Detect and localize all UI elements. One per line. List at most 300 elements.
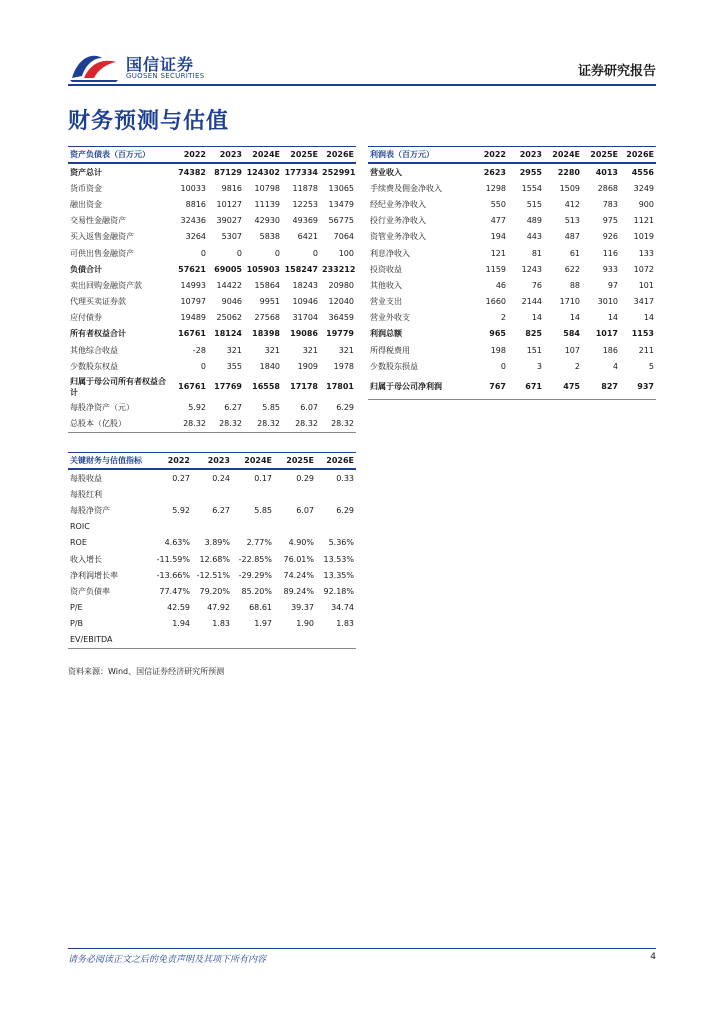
cell-value: 1.83 [212, 619, 230, 629]
cell-value: 1840 [259, 361, 280, 371]
cell-value: 2.77% [246, 538, 272, 548]
table-row [68, 583, 356, 599]
cell-value: 622 [564, 264, 580, 274]
report-type-label: 证券研究报告 [577, 64, 656, 79]
cell-value: 825 [525, 329, 542, 339]
cell-value: 68.61 [249, 603, 272, 613]
table-row [68, 469, 356, 486]
cell-value: 5.92 [172, 505, 190, 515]
cell-value: 76.01% [283, 554, 314, 564]
table-row [68, 229, 356, 245]
table-row [68, 486, 356, 502]
column-header: 2023 [208, 147, 244, 164]
cell-value: 1243 [521, 264, 542, 274]
table-row [68, 310, 356, 326]
cell-value [192, 519, 232, 535]
cell-value: 5 [648, 361, 654, 371]
cell-value: 584 [563, 329, 580, 339]
table-row [68, 502, 356, 518]
cell-value: 233212 [322, 264, 356, 274]
cell-value: 321 [226, 345, 242, 355]
cell-value [192, 486, 232, 502]
cell-value: 198 [490, 345, 506, 355]
cell-value: 2144 [521, 297, 542, 307]
cell-value: 6.27 [212, 505, 230, 515]
cell-value: 3417 [633, 297, 654, 307]
header-divider [68, 84, 656, 86]
key-indicators-table [68, 452, 356, 649]
column-header: 2022 [172, 147, 208, 164]
table-row [68, 245, 356, 261]
cell-value: 10127 [216, 199, 242, 209]
cell-value [192, 632, 232, 649]
cell-value: 133 [638, 248, 654, 258]
cell-value: 77.47% [159, 586, 190, 596]
cell-value: 1.94 [172, 619, 190, 629]
page-number: 4 [650, 952, 656, 962]
row-label: 归属于母公司所有者权益合计 [70, 376, 166, 397]
cell-value: 3264 [185, 232, 206, 242]
table-row [368, 229, 656, 245]
column-header: 2024E [244, 147, 282, 164]
cell-value: 10798 [254, 183, 280, 193]
cell-value: 321 [338, 345, 354, 355]
cell-value: -12.51% [196, 570, 230, 580]
cell-value: 965 [489, 329, 506, 339]
table-row [68, 342, 356, 358]
cell-value: 39027 [216, 216, 242, 226]
cell-value: -22.85% [238, 554, 272, 564]
cell-value: 3.89% [204, 538, 230, 548]
cell-value: 4.63% [164, 538, 190, 548]
cell-value: 550 [490, 199, 506, 209]
brand-name-en: GUOSEN SECURITIES [126, 72, 205, 80]
table-row [368, 310, 656, 326]
cell-value: 11139 [254, 199, 280, 209]
cell-value: 46 [495, 280, 506, 290]
row-label: 营业外收支 [370, 313, 410, 323]
table-row [368, 374, 656, 400]
table-title: 关键财务与估值指标 [68, 453, 152, 470]
row-label: P/B [70, 619, 84, 629]
column-header: 2026E [320, 147, 356, 164]
row-label: 投行业务净收入 [370, 216, 426, 226]
row-label: P/E [70, 603, 83, 613]
cell-value: 0 [200, 361, 206, 371]
cell-value: 0.27 [172, 473, 190, 483]
cell-value: 12.68% [199, 554, 230, 564]
cell-value: 1.83 [336, 619, 354, 629]
row-label: 少数股东权益 [70, 361, 118, 371]
cell-value: 76 [531, 280, 542, 290]
cell-value: 1298 [485, 183, 506, 193]
table-row [68, 277, 356, 293]
cell-value: 1121 [633, 216, 654, 226]
cell-value: 9046 [221, 297, 242, 307]
row-label: 每股红利 [70, 489, 102, 499]
cell-value: 513 [564, 216, 580, 226]
cell-value [232, 519, 274, 535]
cell-value: 1.97 [254, 619, 272, 629]
cell-value: -28 [192, 345, 206, 355]
row-label: 所有者权益合计 [70, 329, 126, 339]
table-row [68, 213, 356, 229]
row-label: 手续费及佣金净收入 [370, 183, 442, 193]
cell-value: 515 [526, 199, 542, 209]
cell-value: 933 [602, 264, 618, 274]
row-label: 利息净收入 [370, 248, 410, 258]
page-header [68, 48, 656, 84]
table-row [368, 213, 656, 229]
cell-value: 1909 [297, 361, 318, 371]
cell-value: 767 [472, 374, 508, 400]
column-header: 2022 [152, 453, 192, 470]
table-row [368, 261, 656, 277]
cell-value [274, 486, 316, 502]
row-label: 应付债券 [70, 313, 102, 323]
table-row [368, 358, 656, 374]
column-header: 2025E [282, 147, 320, 164]
row-label: 其他收入 [370, 280, 402, 290]
table-row [368, 294, 656, 310]
cell-value: 97 [607, 280, 618, 290]
cell-value: 177334 [284, 167, 318, 177]
cell-value: 14 [531, 313, 542, 323]
cell-value: 69005 [214, 264, 242, 274]
table-row [368, 196, 656, 212]
cell-value: 9816 [221, 183, 242, 193]
cell-value: 14 [569, 313, 580, 323]
table-row [68, 180, 356, 196]
cell-value: 151 [526, 345, 542, 355]
cell-value: 2868 [597, 183, 618, 193]
cell-value: 42930 [254, 216, 280, 226]
row-label: EV/EBITDA [68, 632, 152, 649]
cell-value: 13.53% [323, 554, 354, 564]
cell-value: 10797 [180, 297, 206, 307]
cell-value: 13065 [328, 183, 354, 193]
cell-value: 4.90% [288, 538, 314, 548]
cell-value: 74.24% [283, 570, 314, 580]
disclaimer-text: 请务必阅读正文之后的免责声明及其项下所有内容 [68, 955, 267, 965]
cell-value: 489 [526, 216, 542, 226]
row-label: 负债合计 [70, 264, 102, 274]
footer-divider [68, 948, 656, 949]
cell-value: 49369 [292, 216, 318, 226]
cell-value: 6.29 [336, 505, 354, 515]
row-label: 归属于母公司净利润 [368, 374, 472, 400]
cell-value: 1554 [521, 183, 542, 193]
cell-value [152, 519, 192, 535]
row-label: 少数股东损益 [370, 361, 418, 371]
column-header: 2026E [316, 453, 356, 470]
source-note: 资料来源：Wind、国信证券经济研究所预测 [68, 667, 225, 676]
cell-value: 6.29 [336, 403, 354, 413]
table-row [68, 551, 356, 567]
cell-value: 5.92 [188, 403, 206, 413]
row-label: ROE [70, 538, 87, 548]
table-row [368, 245, 656, 261]
cell-value [316, 486, 356, 502]
cell-value: 18243 [292, 280, 318, 290]
cell-value: 19489 [180, 313, 206, 323]
table-row [68, 600, 356, 616]
cell-value: 88 [569, 280, 580, 290]
cell-value: 8816 [185, 199, 206, 209]
cell-value: 475 [544, 374, 582, 400]
cell-value: 937 [620, 374, 656, 400]
cell-value: 31704 [292, 313, 318, 323]
cell-value: 5307 [221, 232, 242, 242]
cell-value: 975 [602, 216, 618, 226]
cell-value: 89.24% [283, 586, 314, 596]
cell-value: 57621 [178, 264, 206, 274]
cell-value: 107 [564, 345, 580, 355]
cell-value: 6.07 [300, 403, 318, 413]
cell-value: 18398 [252, 329, 280, 339]
cell-value: 1.90 [296, 619, 314, 629]
column-header: 2023 [192, 453, 232, 470]
cell-value: 1660 [485, 297, 506, 307]
cell-value: 19086 [290, 329, 318, 339]
cell-value: 10946 [292, 297, 318, 307]
cell-value: 36459 [328, 313, 354, 323]
cell-value: 79.20% [199, 586, 230, 596]
row-label: 每股净资产 [70, 505, 110, 515]
table-row [68, 374, 356, 399]
cell-value: 116 [602, 248, 618, 258]
cell-value: 20980 [328, 280, 354, 290]
cell-value: 16558 [252, 382, 280, 392]
row-label: ROIC [70, 522, 90, 532]
cell-value: 487 [564, 232, 580, 242]
column-header: 2026E [620, 147, 656, 164]
cell-value [316, 519, 356, 535]
cell-value: 1072 [633, 264, 654, 274]
row-label: 利润总额 [370, 329, 402, 339]
cell-value: 443 [526, 232, 542, 242]
cell-value: 47.92 [207, 603, 230, 613]
cell-value: 321 [302, 345, 318, 355]
cell-value: 27568 [254, 313, 280, 323]
cell-value: 0 [236, 248, 242, 258]
cell-value: 13479 [328, 199, 354, 209]
cell-value: 101 [638, 280, 654, 290]
column-header: 2022 [472, 147, 508, 164]
cell-value: 6.07 [296, 505, 314, 515]
table-header-row [68, 453, 356, 470]
table-header-row [368, 147, 656, 164]
cell-value: 25062 [216, 313, 242, 323]
cell-value: -11.59% [156, 554, 190, 564]
cell-value: 5.85 [262, 403, 280, 413]
cell-value: 121 [490, 248, 506, 258]
table-row [68, 261, 356, 277]
row-label: 每股收益 [70, 473, 102, 483]
cell-value: 0 [312, 248, 318, 258]
row-label: 收入增长 [70, 554, 102, 564]
cell-value: 85.20% [241, 586, 272, 596]
table-row [368, 277, 656, 293]
column-header: 2025E [582, 147, 620, 164]
cell-value: 0.17 [254, 473, 272, 483]
cell-value: 13.35% [323, 570, 354, 580]
cell-value [232, 486, 274, 502]
cell-value: 1710 [559, 297, 580, 307]
column-header: 2023 [508, 147, 544, 164]
cell-value: 17801 [326, 382, 354, 392]
row-label: 卖出回购金融资产款 [70, 280, 142, 290]
row-label: 资产负债率 [70, 586, 110, 596]
cell-value: 194 [490, 232, 506, 242]
column-header: 2024E [544, 147, 582, 164]
cell-value: 10033 [180, 183, 206, 193]
table-row [68, 567, 356, 583]
table-row [68, 535, 356, 551]
row-label: 营业收入 [370, 167, 402, 177]
cell-value: 15864 [254, 280, 280, 290]
cell-value: 28.32 [244, 416, 282, 433]
cell-value: 0 [500, 361, 506, 371]
table-row [368, 180, 656, 196]
table-row [68, 519, 356, 535]
cell-value: 12253 [292, 199, 318, 209]
cell-value: 0.24 [212, 473, 230, 483]
cell-value: 2955 [519, 167, 542, 177]
row-label: 资产总计 [70, 167, 102, 177]
cell-value: 14993 [180, 280, 206, 290]
row-label: 资管业务净收入 [370, 232, 426, 242]
table-row [68, 616, 356, 632]
income-statement-table [368, 146, 656, 400]
cell-value: 0 [274, 248, 280, 258]
row-label: 可供出售金融资产 [70, 248, 134, 258]
cell-value: 1017 [595, 329, 618, 339]
cell-value: 28.32 [172, 416, 208, 433]
row-label: 每股净资产（元） [70, 403, 134, 413]
cell-value: 100 [338, 248, 354, 258]
cell-value: 1019 [633, 232, 654, 242]
cell-value: 6.27 [224, 403, 242, 413]
cell-value: 105903 [246, 264, 280, 274]
cell-value: 3 [536, 361, 542, 371]
column-header: 2025E [274, 453, 316, 470]
row-label: 经纪业务净收入 [370, 199, 426, 209]
row-label: 营业支出 [370, 297, 402, 307]
cell-value: 61 [569, 248, 580, 258]
cell-value: -29.29% [238, 570, 272, 580]
cell-value: 28.32 [282, 416, 320, 433]
cell-value: 827 [582, 374, 620, 400]
cell-value [274, 632, 316, 649]
table-row [68, 196, 356, 212]
table-row [68, 358, 356, 374]
row-label: 总股本（亿股） [68, 416, 172, 433]
row-label: 货币资金 [70, 183, 102, 193]
cell-value: 5838 [259, 232, 280, 242]
cell-value: -13.66% [156, 570, 190, 580]
cell-value: 81 [531, 248, 542, 258]
cell-value: 17769 [214, 382, 242, 392]
cell-value: 4013 [595, 167, 618, 177]
cell-value: 32436 [180, 216, 206, 226]
cell-value: 14 [643, 313, 654, 323]
cell-value: 1509 [559, 183, 580, 193]
cell-value: 14422 [216, 280, 242, 290]
cell-value: 14 [607, 313, 618, 323]
table-title: 利润表（百万元） [368, 147, 472, 164]
cell-value [316, 632, 356, 649]
table-row [368, 326, 656, 342]
cell-value: 477 [490, 216, 506, 226]
row-label: 代理买卖证券款 [70, 297, 126, 307]
table-row [68, 399, 356, 415]
cell-value: 124302 [246, 167, 280, 177]
cell-value: 42.59 [167, 603, 190, 613]
cell-value: 158247 [284, 264, 318, 274]
cell-value: 74382 [178, 167, 206, 177]
cell-value [274, 519, 316, 535]
cell-value: 3249 [633, 183, 654, 193]
table-title: 资产负债表（百万元） [68, 147, 172, 164]
cell-value: 12040 [328, 297, 354, 307]
cell-value: 355 [226, 361, 242, 371]
cell-value: 5.85 [254, 505, 272, 515]
cell-value: 5.36% [328, 538, 354, 548]
cell-value: 2 [500, 313, 506, 323]
cell-value: 7064 [333, 232, 354, 242]
cell-value: 19779 [326, 329, 354, 339]
cell-value: 412 [564, 199, 580, 209]
cell-value: 0.33 [336, 473, 354, 483]
cell-value: 17178 [290, 382, 318, 392]
row-label: 买入返售金融资产 [70, 232, 134, 242]
cell-value: 56775 [328, 216, 354, 226]
cell-value: 4 [612, 361, 618, 371]
table-row [368, 342, 656, 358]
table-row [68, 416, 356, 433]
cell-value: 0.29 [296, 473, 314, 483]
brand-name-cn: 国信证券 [126, 55, 195, 74]
table-row [68, 326, 356, 342]
cell-value: 211 [638, 345, 654, 355]
cell-value: 6421 [297, 232, 318, 242]
cell-value: 3010 [597, 297, 618, 307]
cell-value [152, 632, 192, 649]
cell-value: 87129 [214, 167, 242, 177]
column-header: 2024E [232, 453, 274, 470]
cell-value: 900 [638, 199, 654, 209]
cell-value: 2623 [483, 167, 506, 177]
row-label: 投资收益 [370, 264, 402, 274]
row-label: 融出资金 [70, 199, 102, 209]
balance-sheet-table [68, 146, 356, 433]
cell-value: 2 [574, 361, 580, 371]
cell-value: 28.32 [208, 416, 244, 433]
cell-value: 1978 [333, 361, 354, 371]
cell-value: 4556 [631, 167, 654, 177]
table-row [68, 632, 356, 649]
cell-value: 321 [264, 345, 280, 355]
cell-value: 18124 [214, 329, 242, 339]
cell-value [152, 486, 192, 502]
guosen-logo-icon [68, 48, 120, 84]
cell-value: 28.32 [320, 416, 356, 433]
cell-value: 92.18% [323, 586, 354, 596]
cell-value: 671 [508, 374, 544, 400]
page-title: 财务预测与估值 [68, 109, 230, 134]
cell-value: 34.74 [331, 603, 354, 613]
